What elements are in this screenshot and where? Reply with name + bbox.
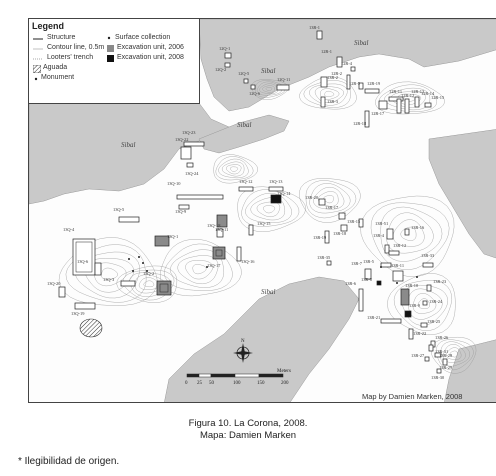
structure-label: 13R-25 (427, 319, 441, 324)
surface-collection-symbol (107, 36, 111, 40)
structure-label: 12R-4 (341, 61, 352, 66)
structure-label: 13Q-20 (47, 281, 61, 286)
structure-label: 13Q-5 (113, 207, 125, 212)
scale-unit: Meters (277, 369, 291, 374)
structure (251, 85, 255, 89)
structure-label: 13Q-22 (175, 137, 189, 142)
contour-symbol (33, 46, 43, 52)
structure-label: 13R-1 (309, 25, 320, 30)
structure (225, 53, 231, 58)
structure (177, 195, 223, 199)
contour-line (245, 193, 291, 222)
figure-caption: Figura 10. La Corona, 2008. (188, 418, 308, 429)
structure-label: 13Q-10 (167, 181, 181, 186)
structure-label: 13R-23 (433, 279, 447, 284)
structure (393, 271, 403, 281)
structure-label: 12R-14 (421, 91, 435, 96)
structure-label: 12R-18 (353, 121, 367, 126)
structure-label: 13Q-16 (241, 259, 255, 264)
structure (405, 311, 411, 317)
structure (239, 187, 253, 191)
structure-label: 12Q-5 (238, 71, 250, 76)
structure (59, 287, 65, 297)
structure (427, 285, 431, 291)
figure-caption-author: Mapa: Damien Marken (199, 430, 297, 441)
structure (389, 251, 399, 255)
structure-label: 13Q-6 (77, 259, 89, 264)
scale-tick-label: 150 (257, 381, 265, 386)
structure-label: 12Q-2 (215, 67, 227, 72)
structure (351, 67, 355, 71)
structure-symbol (33, 36, 43, 42)
structure-label: 13R-17 (325, 205, 339, 210)
water-label-4: Sibal (121, 141, 136, 149)
structure (244, 79, 248, 83)
structure-label: 13R-15 (347, 219, 361, 224)
sibal-east (429, 129, 496, 259)
structure (425, 357, 429, 361)
structure-label: 13R-31 (435, 349, 449, 354)
scale-tick-label: 200 (281, 381, 289, 386)
scale-segment (235, 374, 259, 377)
monument-dot (132, 270, 134, 272)
structure-label: 13Q-1 (167, 234, 179, 239)
trench-symbol (33, 56, 43, 62)
structure-label: 12Q-1 (219, 46, 231, 51)
structure-label: 13Q-13 (269, 179, 283, 184)
structure-label: 13R-20 (305, 195, 319, 200)
structure (75, 303, 95, 309)
legend-excavation-2008: Excavation unit, 2008 (117, 54, 184, 61)
footnote: * Ilegibilidad de origen. (18, 456, 120, 467)
excavation-2008-symbol (107, 55, 114, 62)
structure-label: 13R-9 (409, 303, 420, 308)
aguada (80, 319, 102, 337)
structure (387, 229, 393, 239)
contour-line (325, 91, 334, 96)
structure-label: 12Q-11 (277, 77, 291, 82)
contour-line (193, 264, 207, 274)
monument-dot (380, 266, 382, 268)
structure-label: 13R-16 (411, 225, 425, 230)
structure-label: 13R-10 (405, 283, 419, 288)
monument-symbol (34, 77, 38, 81)
structure-label: 13R-24 (429, 299, 443, 304)
legend-surface-collection: Surface collection (115, 34, 171, 41)
structure-label: 13R-28 (439, 353, 453, 358)
structure (385, 245, 389, 253)
contour-line (299, 178, 360, 222)
structure-label: 13R-11 (391, 263, 405, 268)
structure-label: 13R-35 (317, 255, 331, 260)
structure (377, 281, 381, 285)
legend (29, 19, 200, 104)
structure-label: 12R-5 (349, 81, 360, 86)
structure (381, 263, 391, 267)
legend-contour: Contour line, 0.5m (47, 44, 105, 51)
monument-dot (128, 258, 130, 260)
structure (95, 263, 101, 275)
contour-line (139, 278, 159, 290)
legend-looters-trench: Looters' trench (47, 54, 94, 61)
legend-excavation-2006: Excavation unit, 2006 (117, 44, 184, 51)
structure (339, 213, 345, 219)
structure-label: 13R-22 (413, 331, 427, 336)
structure-label: 13R-8 (361, 277, 372, 282)
structure (184, 142, 204, 146)
sibal-west (29, 103, 229, 204)
structure-label: 13Q-23 (182, 130, 196, 135)
aguada-symbol (33, 65, 41, 73)
structure (187, 163, 193, 167)
structure-label: 13R-3 (327, 99, 338, 104)
monument-dot (138, 256, 140, 258)
structure (397, 99, 401, 113)
structure (249, 225, 253, 235)
structure-label: 13R-12 (393, 243, 407, 248)
structure-label: 12R-17 (371, 111, 385, 116)
structure-label: 13R-26 (435, 335, 449, 340)
structure-label: 12R-19 (367, 81, 381, 86)
structure (425, 103, 431, 107)
structure-label: 12Q-6 (249, 91, 261, 96)
structure-label: 13R-18 (333, 231, 347, 236)
map-credit: Map by Damien Marken, 2008 (362, 392, 463, 401)
structure (321, 97, 325, 107)
structure-label: 12R-11 (389, 89, 403, 94)
contour-line (226, 165, 241, 174)
contour-line (144, 281, 154, 287)
legend-structure: Structure (47, 34, 76, 41)
water-label-1: Sibal (354, 39, 369, 47)
structure-label: 13R-6 (345, 281, 356, 286)
structure (327, 261, 331, 265)
map-frame (28, 18, 496, 403)
structure-label: 13R-30 (431, 375, 445, 380)
scale-tick-label: 25 (197, 381, 202, 386)
structure-label: 13R-7 (351, 261, 362, 266)
structure (157, 281, 171, 295)
scale-segment (199, 374, 211, 377)
scale-segment (211, 374, 235, 377)
legend-title: Legend (32, 21, 65, 31)
structure-label: 12R-2 (331, 71, 342, 76)
structure-label: 13Q-14 (277, 191, 291, 196)
structure (415, 97, 419, 107)
structure-label: 13Q-18 (207, 223, 221, 228)
structure (401, 289, 409, 305)
structure-label: 12R-13 (411, 89, 425, 94)
structure-label: 13Q-12 (239, 179, 253, 184)
structure (73, 239, 95, 275)
structure-label: 13Q-24 (185, 171, 199, 176)
structure (271, 195, 281, 203)
excavation-2006-symbol (107, 45, 114, 52)
structure (121, 281, 135, 286)
legend-aguada: Aguada (43, 64, 68, 71)
structure (423, 301, 427, 305)
structure (423, 263, 433, 267)
structure (317, 31, 322, 39)
structure-label: 13R-2 (327, 75, 338, 80)
structure (379, 101, 387, 109)
scale-tick-label: 50 (209, 381, 214, 386)
scale-tick-label: 0 (185, 381, 188, 386)
structure-label: 13R-51 (375, 221, 389, 226)
structure (429, 345, 433, 351)
structure (365, 89, 379, 93)
scale-segment (259, 374, 283, 377)
water-label-2: Sibal (261, 67, 276, 75)
structure-label: 13R-4 (373, 233, 384, 238)
structure-label: 13Q-9 (175, 209, 187, 214)
structure-label: 13R-29 (439, 365, 453, 370)
contour-line (230, 167, 237, 172)
structure (213, 247, 225, 259)
scale-tick-label: 100 (233, 381, 241, 386)
structure-label: 13Q-3 (103, 277, 115, 282)
structure-label: 13R-27 (411, 353, 425, 358)
structure-label: 13R-21 (367, 315, 381, 320)
monument-dot (416, 276, 418, 278)
structure-label: 13Q-11 (215, 227, 229, 232)
contour-line (257, 202, 280, 217)
structure-label: 13Q-4 (63, 227, 75, 232)
structure (119, 217, 139, 222)
structure-label: 13R-5 (363, 259, 374, 264)
structure (405, 229, 409, 235)
legend-monument: Monument (41, 74, 75, 81)
structure-label: 12R-1 (321, 49, 332, 54)
compass-n: N (241, 339, 245, 344)
structure (277, 85, 289, 90)
contour-line (263, 206, 275, 213)
scale-segment (187, 374, 199, 377)
structure-label: 12R-12 (401, 93, 415, 98)
structure-label: 13Q-15 (257, 221, 271, 226)
structure-label: 13Q-17 (207, 263, 221, 268)
structure-label: 13Q-2 (143, 271, 155, 276)
monument-dot (396, 282, 398, 284)
structure (381, 319, 401, 323)
structure (359, 289, 363, 311)
water-label-3: Sibal (237, 121, 252, 129)
monument-dot (142, 262, 144, 264)
water-label-5: Sibal (261, 288, 276, 296)
structure-label: 13Q-19 (71, 311, 85, 316)
structure (405, 99, 409, 113)
structure (181, 147, 191, 159)
structure-label: 12R-15 (431, 95, 445, 100)
structure-label: 13R-19 (313, 235, 327, 240)
structure-label: 13R-33 (421, 253, 435, 258)
